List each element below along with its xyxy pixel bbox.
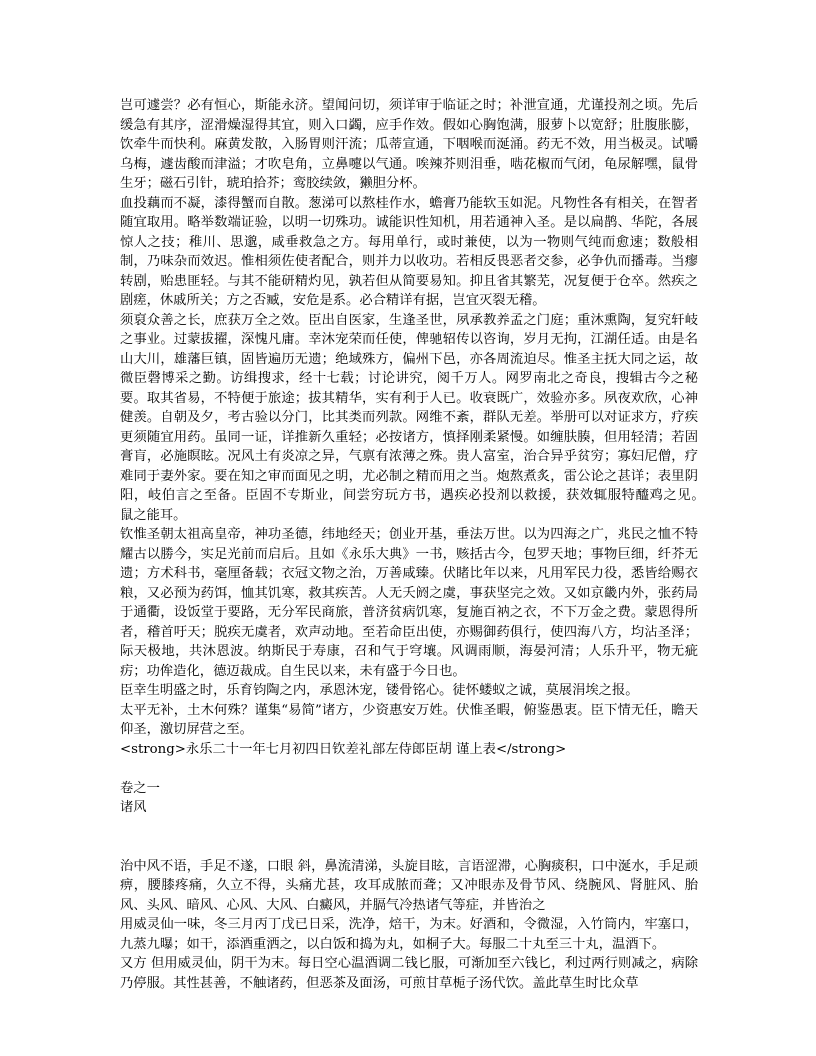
spacer bbox=[120, 759, 698, 779]
intro-paragraph-6: 太平无补，土木何殊？谨集“易简”诸方，少资惠安万姓。伏惟圣暇，俯鉴愚衷。臣下情无任，瞻天仰圣，激切屏营之至。 bbox=[120, 702, 698, 737]
prescription-paragraph-1: 治中风不语，手足不遂，口眼 斜，鼻流清涕，头旋目眩，言语涩滞，心胸痰积，口中涎水，手足顽痹，腰膝疼痛，久立不得，头痛尤甚，攻耳成脓而聋；又冲眼赤及骨节风、绕腕风、肾脏风、胎风、头风、暗风、心风、大风、白癜风，并膈气冷热诸气等症，并皆治之 bbox=[120, 858, 698, 913]
prescription-paragraph-2: 用威灵仙一味，冬三月丙丁戊已日采，洗净，焙干，为末。好酒和，令微湿，入竹筒内，牢塞口，九蒸九曝；如干，添酒重洒之，以白饭和捣为丸，如桐子大。每服二十丸至三十丸，温酒下。 bbox=[120, 917, 698, 952]
intro-paragraph-5: 臣幸生明盛之时，乐育钧陶之内，承恩沐宠，镂骨铭心。徒怀蝼蚁之诚，莫展涓埃之报。 bbox=[120, 683, 639, 698]
spacer bbox=[120, 818, 698, 857]
memorial-signature: <strong>永乐二十一年七月初四日钦差礼部左侍郎臣胡 谨上表</strong> bbox=[120, 741, 567, 757]
document-page bbox=[120, 96, 712, 993]
intro-paragraph-2: 血投藕而不凝，漆得蟹而自散。葱涕可以熬桂作水，蟾膏乃能软玉如泥。凡物性各有相关，在智者随宜取用。略举数端证验，以明一切殊功。诚能识性知机，用若通神入圣。是以扁鹊、华陀，各展惊人之技；稚川、思邈，咸垂救急之方。每用单行，或时兼使，以为一物则气纯而愈速；数般相制，乃味杂而效迟。惟相须佐使者配合，则并力以收功。若相反畏恶者交参，必争仇而播毒。当瘳转剧，贻患匪轻。与其不能研精灼见，孰若但从简要易知。抑且省其繁芜，况复便于仓卒。然疾之剧瘥，休戚所关；方之否臧，安危是系。必合精详有据，岂宜灭裂无稽。 bbox=[120, 195, 698, 308]
prescription-paragraph-3: 又方 但用威灵仙，阴干为末。每日空心温酒调二钱匕服，可渐加至六钱匕，利过两行则减之，病除乃停服。其性甚善，不触诸药，但恶茶及面汤，可煎甘草栀子汤代饮。盖此草生时比众草 bbox=[120, 956, 698, 991]
volume-heading: 卷之一 bbox=[120, 780, 160, 796]
section-heading: 诸风 bbox=[120, 800, 147, 815]
intro-paragraph-4: 钦惟圣朝太祖高皇帝，神功圣德，纬地经天；创业开基，垂法万世。以为四海之广，兆民之恤不特耀古以勝今，实足光前而启后。且如《永乐大典》一书，赅括古今，包罗天地；事物巨细，纤芥无遗；方术科书，毫厘备载；衣冠文物之治，万善咸臻。伏睹比年以来，凡用军民力役，悉皆给赐衣粮，又必预为药饵，恤其饥寒，救其疾苦。人无夭阏之虞，事获坚完之效。又如京畿内外，张药局于通衢，设饭堂于要路，无分军民商旅，普济贫病饥寒，复施百衲之衣，不下万金之费。蒙恩得所者，稽首吁天；脱疾无虞者，欢声动地。至若命臣出使，亦赐御药俱行，使四海八方，均沾圣泽；际天极地，共沐恩波。纳斯民于寿康，召和气于穹壤。风调雨顺，海晏河清；人乐升平，物无疵疠；功侔造化，德迈裁成。自生民以来，未有盛于今日也。 bbox=[120, 527, 698, 679]
intro-paragraph-3: 须裒众善之长，庶获万全之效。臣出自医家，生逢圣世，夙承教养孟之门庭；重沐熏陶，复究轩岐之事业。过蒙拔擢，深愧凡庸。幸沐宠荣而任使，俾驰轺传以咨询，岁月无拘，江湖任适。由是名山大川，雄藩巨镇，固皆遍历无遗；绝域殊方，偏州下邑，亦各周流迫尽。惟圣主抚大同之运，故微臣磬博采之勤。访缉搜求，经十七载；讨论讲究，阅千万人。网罗南北之奇良，搜辑古今之秘要。取其省易，不特便于旅途；拔其精华，实有利于人已。收衰既广，效验亦多。夙夜欢欣，心神健羡。自朝及夕，考古验以分门，比其类而列款。网维不紊，群队无差。举册可以对证求方，疗疾更须随宜用药。虽同一证，详推新久重轻；必按诸方，慎择刚柔紧慢。如缠肤腠，但用轻清；若固膏肓，必施瞑眩。况风土有炎凉之异，气禀有浓薄之殊。贵人富室，治合异乎贫穷；寡妇尼僧，疗难同于妻外家。要在知之审而面见之明，尤必制之精而用之当。炮熬煮炙，雷公论之甚详；表里阴阳，岐伯言之至备。臣固不专斯业，间尝穷玩方书，遇疾必投剂以救援，获效辄服特醯鸡之见。 鼠之能耳。 bbox=[120, 312, 712, 523]
intro-paragraph-1: 岂可遽尝？必有恒心，斯能永济。望闻问切，须详审于临证之时；补泄宣通，尤谨投剂之顷。先后缓急有其序，涩滑燥湿得其宜，则入口蠲，应手作效。假如心胸饱满，服萝卜以宽舒；肚腹胀膨，饮牵牛而快利。麻黄发散，入肠胃则汗流；瓜蒂宣通，下咽喉而涎涌。药无不效，用当极灵。试嚼乌梅，遽齿酸而津溢；才吹皂角，立鼻嚏以气通。唉辣芥则泪垂，啮花椒而气闭，龟尿解嘿，鼠骨生牙；磁石引针，琥珀拾芥；鸾胶续敛，獭胆分杯。 bbox=[120, 98, 698, 191]
